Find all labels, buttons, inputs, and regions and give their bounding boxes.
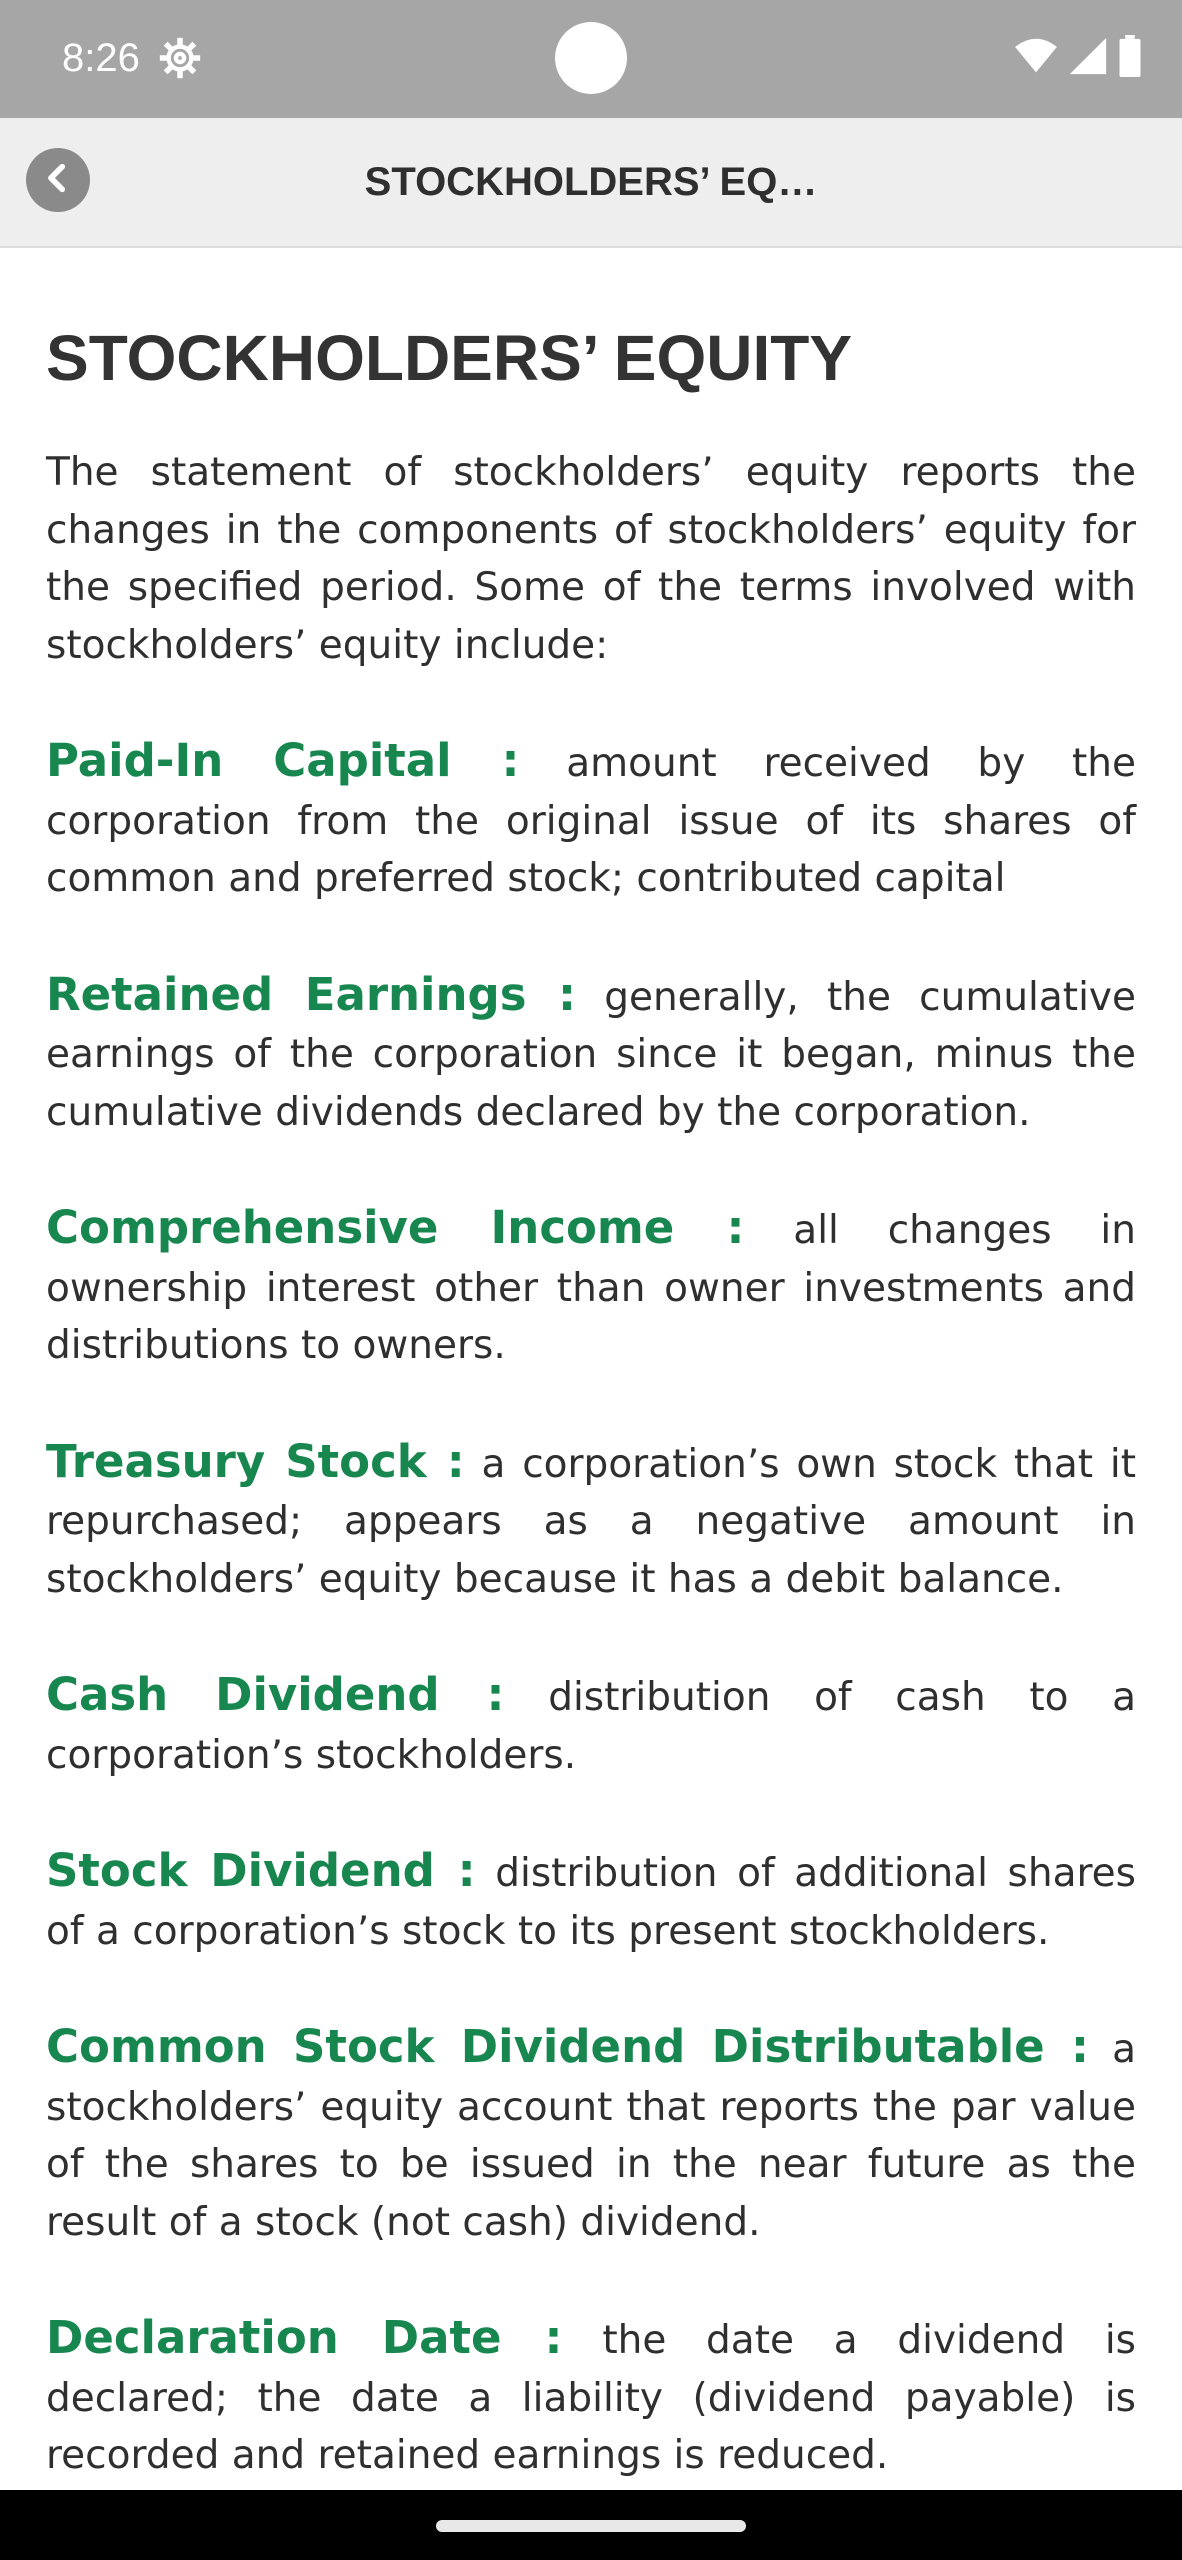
gear-icon (158, 36, 202, 80)
article-content (46, 320, 1136, 2543)
term-entry-cash-dividend (46, 1666, 1136, 1784)
term-definition: distribution of cash to a corporation’s stockholders. (46, 1675, 1137, 1778)
navigation-bar (0, 2490, 1182, 2560)
chevron-left-icon (41, 161, 75, 199)
back-button[interactable] (26, 148, 90, 212)
home-gesture-handle[interactable] (436, 2520, 746, 2532)
term-definition: a corporation’s own stock that it repurchased; appears as a negative amount in stockholders’ equity because it has a debit balance. (46, 1441, 1136, 1602)
intro-paragraph: The statement of stockholders’ equity reports the changes in the components of stockholders’ equity for the specified period. Some of the terms involved with stockholders’ equity include: (46, 450, 1136, 668)
status-icons (1014, 36, 1142, 80)
term-entry-declaration-date (46, 2309, 1136, 2485)
term-entry-paid-in-capital (46, 732, 1136, 908)
term-definition: all changes in ownership interest other than owner investments and distributions to owners. (46, 1208, 1136, 1368)
term-label: Retained Earnings : (46, 967, 576, 1021)
term-entry-stock-dividend (46, 1842, 1136, 1960)
cellular-signal-icon (1068, 36, 1108, 80)
wifi-icon (1014, 36, 1058, 80)
term-entry-comprehensive-income (46, 1199, 1136, 1375)
term-label: Paid-In Capital : (46, 734, 520, 787)
term-label: Common Stock Dividend Distributable : (46, 2020, 1089, 2073)
camera-cutout (555, 22, 627, 94)
battery-icon (1118, 35, 1142, 81)
term-label: Comprehensive Income : (46, 1201, 745, 1254)
app-bar (0, 118, 1182, 248)
term-definition: amount received by the corporation from the original issue of its shares of common and preferred stock; contributed capital (46, 741, 1136, 901)
term-definition: the date a dividend is declared; the date a liability (dividend payable) is recorded and retained earnings is reduced. (46, 2318, 1136, 2478)
term-label: Stock Dividend : (46, 1844, 476, 1897)
term-entry-common-stock-dividend-distributable (46, 2018, 1136, 2251)
term-definition: distribution of additional shares of a corporation’s stock to its present stockholders. (46, 1851, 1136, 1954)
page-title: STOCKHOLDERS’ EQUITY (46, 322, 853, 394)
term-definition: generally, the cumulative earnings of the corporation since it began, minus the cumulative dividends declared by the corporation. (46, 974, 1136, 1135)
term-entry-retained-earnings (46, 966, 1136, 1142)
term-label: Cash Dividend : (46, 1668, 505, 1721)
term-definition: a stockholders’ equity account that reports the par value of the shares to be issued in the near future as the result of a stock (not cash) dividend. (46, 2027, 1136, 2245)
term-label: Treasury Stock : (46, 1434, 465, 1488)
app-title: STOCKHOLDERS’ EQ… (364, 160, 818, 204)
status-bar (0, 0, 1182, 118)
status-time: 8:26 (62, 36, 140, 80)
term-label: Declaration Date : (46, 2311, 563, 2364)
term-entry-treasury-stock (46, 1433, 1136, 1609)
